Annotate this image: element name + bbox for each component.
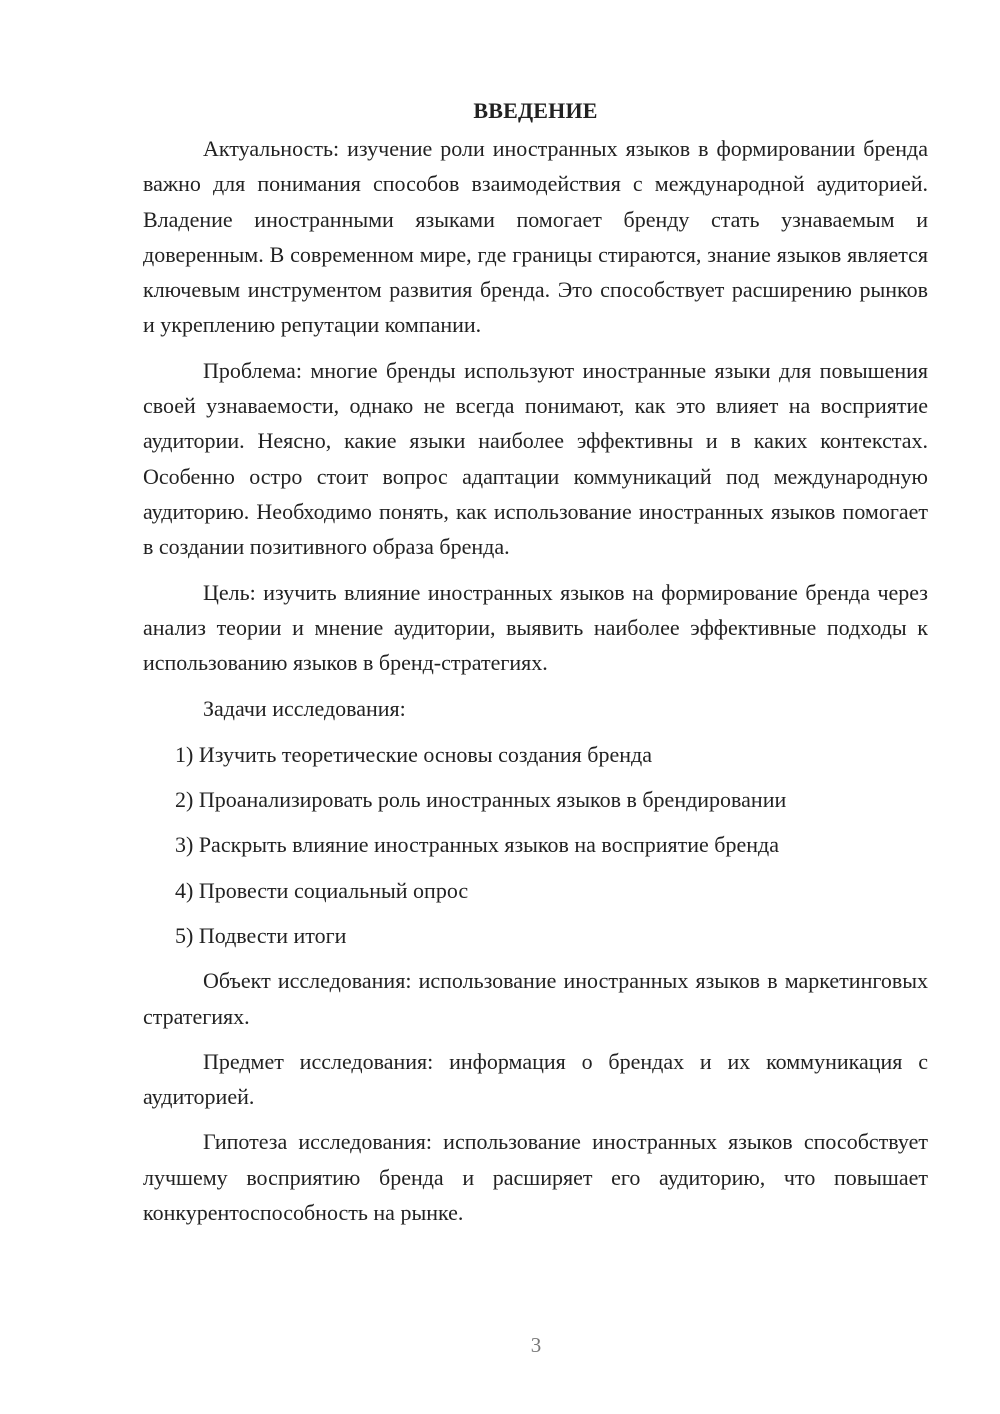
goal-paragraph: Цель: изучить влияние иностранных языков на формирование бренда через анализ теории и мнение аудитории, выявить наиболее эффективные подходы к использованию языков в бренд-стратегиях. — [143, 579, 928, 676]
hypothesis-paragraph: Гипотеза исследования: использование иностранных языков способствует лучшему восприятию бренда и расширяет его аудиторию, что повышает конкурентоспособность на рынке. — [143, 1129, 928, 1226]
task-item: 2) Проанализировать роль иностранных языков в брендировании — [175, 787, 787, 813]
task-item: 5) Подвести итоги — [175, 922, 347, 948]
task-item: 1) Изучить теоретические основы создания бренда — [175, 741, 652, 767]
object-paragraph: Объект исследования: использование иностранных языков в маркетинговых стратегиях. — [143, 968, 928, 1029]
tasks-heading: Задачи исследования: — [203, 696, 406, 722]
problem-paragraph: Проблема: многие бренды используют иностранные языки для повышения своей узнаваемости, однако не всегда понимают, как это влияет на восприятие аудитории. Неясно, какие языки наиболее эффективны и в каких контекстах. Особенно остро стоит вопрос адаптации коммуникаций под международную аудиторию. Необходимо понять, как использование иностранных языков помогает в создании позитивного образа бренда. — [143, 357, 928, 560]
page-number: 3 — [530, 1333, 542, 1357]
task-item: 3) Раскрыть влияние иностранных языков на восприятие бренда — [175, 832, 779, 858]
subject-paragraph: Предмет исследования: информация о брендах и их коммуникация с аудиторией. — [143, 1048, 928, 1110]
tasks-list — [143, 737, 928, 953]
relevance-paragraph: Актуальность: изучение роли иностранных языков в формировании бренда важно для понимания способов взаимодействия с международной аудиторией. Владение иностранными языками помогает бренду стать узнаваемым и доверенным. В современном мире, где границы стираются, знание языков является ключевым инструментом развития бренда. Это способствует расширению рынков и укреплению репутации компании. — [143, 136, 928, 338]
task-item: 4) Провести социальный опрос — [175, 877, 469, 903]
page-title: ВВЕДЕНИЕ — [473, 98, 598, 123]
page-content — [143, 96, 928, 1230]
